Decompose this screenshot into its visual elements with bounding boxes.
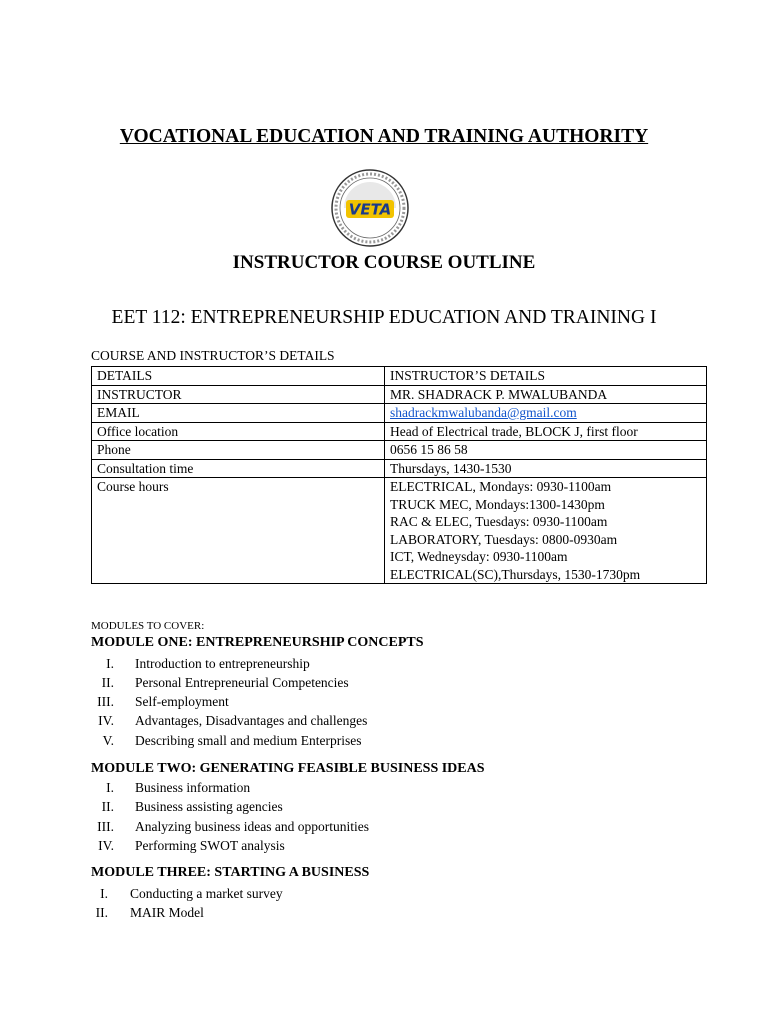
module-one-heading: MODULE ONE: ENTREPRENEURSHIP CONCEPTS	[91, 635, 424, 650]
table-row	[92, 422, 707, 441]
item-number: II.	[101, 799, 114, 814]
row-value-office: Head of Electrical trade, BLOCK J, first floor	[385, 422, 707, 441]
veta-logo	[330, 168, 410, 248]
row-value-email-cell	[385, 404, 707, 423]
row-label-instructor: INSTRUCTOR	[92, 385, 385, 404]
item-text: MAIR Model	[130, 905, 204, 920]
item-text: Introduction to entrepreneurship	[135, 656, 310, 671]
item-number: IV.	[98, 713, 114, 728]
modules-cover-label: MODULES TO COVER:	[91, 620, 205, 632]
table-row	[92, 404, 707, 423]
row-value-course-hours	[385, 478, 707, 584]
table-row	[92, 441, 707, 460]
row-label-phone: Phone	[92, 441, 385, 460]
authority-title: VOCATIONAL EDUCATION AND TRAINING AUTHORITY	[119, 126, 649, 147]
row-label-course-hours: Course hours	[92, 478, 385, 584]
item-number: III.	[97, 819, 114, 834]
logo-text: VETA	[348, 200, 392, 219]
course-hour-line: ELECTRICAL, Mondays: 0930-1100am	[390, 479, 612, 494]
row-label-office: Office location	[92, 422, 385, 441]
item-number: II.	[95, 905, 108, 920]
table-header-details: DETAILS	[92, 367, 385, 386]
item-text: Advantages, Disadvantages and challenges	[135, 713, 368, 728]
row-value-consultation: Thursdays, 1430-1530	[385, 459, 707, 478]
course-hour-line: TRUCK MEC, Mondays:1300-1430pm	[390, 496, 605, 512]
row-value-instructor: MR. SHADRACK P. MWALUBANDA	[385, 385, 707, 404]
item-text: Self-employment	[135, 694, 229, 709]
module-two-heading: MODULE TWO: GENERATING FEASIBLE BUSINESS IDEAS	[91, 761, 485, 776]
table-row	[92, 367, 707, 386]
item-text: Business information	[135, 780, 251, 795]
item-number: II.	[101, 675, 114, 690]
item-number: I.	[106, 780, 114, 795]
row-label-email: EMAIL	[92, 404, 385, 423]
outline-title: INSTRUCTOR COURSE OUTLINE	[232, 252, 536, 273]
item-number: IV.	[98, 838, 114, 853]
course-hour-line: RAC & ELEC, Tuesdays: 0930-1100am	[390, 514, 608, 529]
course-hour-line: ELECTRICAL(SC),Thursdays, 1530-1730pm	[390, 566, 641, 582]
item-text: Describing small and medium Enterprises	[135, 733, 362, 748]
row-value-phone: 0656 15 86 58	[385, 441, 707, 460]
table-row	[92, 478, 707, 584]
item-text: Personal Entrepreneurial Competencies	[135, 675, 349, 690]
table-row	[92, 459, 707, 478]
item-number: I.	[100, 886, 108, 901]
course-hour-line: LABORATORY, Tuesdays: 0800-0930am	[390, 531, 618, 547]
course-hour-line: ICT, Wedneysday: 0930-1100am	[390, 549, 568, 564]
email-link[interactable]: shadrackmwalubanda@gmail.com	[390, 405, 577, 420]
row-label-consultation: Consultation time	[92, 459, 385, 478]
details-table	[91, 366, 707, 584]
course-title: EET 112: ENTREPRENEURSHIP EDUCATION AND TRAINING I	[111, 307, 657, 328]
item-number: III.	[97, 694, 114, 709]
module-three-heading: MODULE THREE: STARTING A BUSINESS	[91, 865, 370, 880]
item-text: Analyzing business ideas and opportunities	[135, 819, 369, 834]
item-text: Performing SWOT analysis	[135, 838, 285, 853]
table-row	[92, 385, 707, 404]
item-number: I.	[106, 656, 114, 671]
item-text: Conducting a market survey	[130, 886, 283, 901]
table-header-instructor-details: INSTRUCTOR’S DETAILS	[385, 367, 707, 386]
details-heading: COURSE AND INSTRUCTOR’S DETAILS	[91, 348, 335, 363]
item-number: V.	[102, 733, 114, 748]
item-text: Business assisting agencies	[135, 799, 283, 814]
